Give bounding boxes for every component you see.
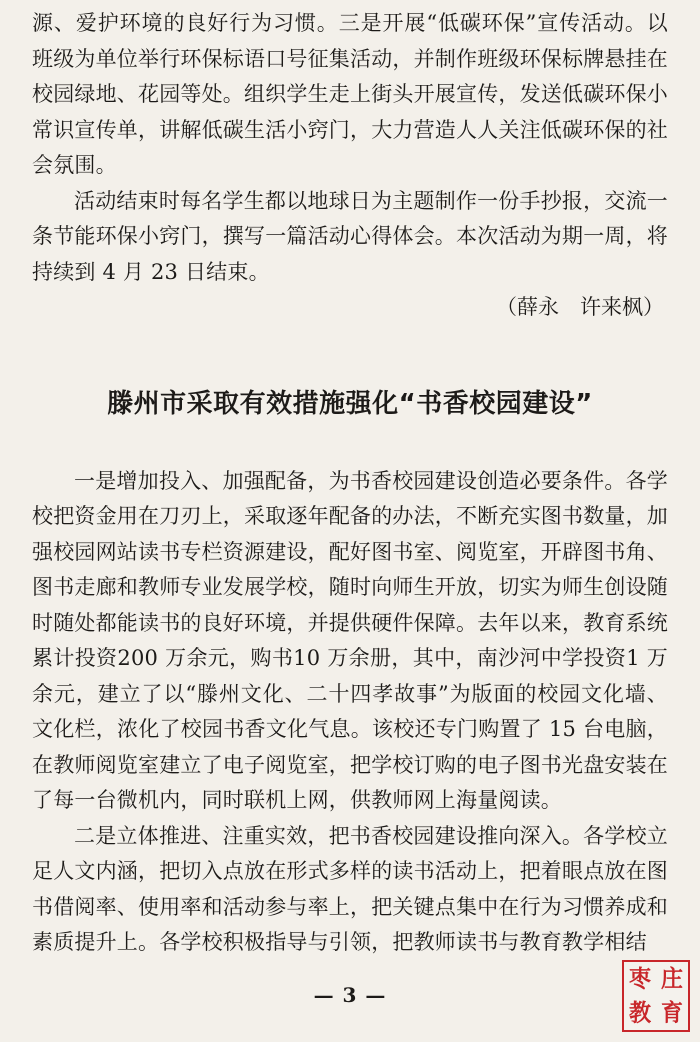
article-paragraph-2: 二是立体推进、注重实效，把书香校园建设推向深入。各学校立足人文内涵，把切入点放在形式多样的读书活动上，把着眼点放在图书借阅率、使用率和活动参与率上，把关键点集中在行为习惯养成和素质提升上。各学校积极指导与引领，把教师读书与教育教学相结 [32,823,668,954]
previous-article-paragraph-end: 源、爱护环境的良好行为习惯。三是开展“低碳环保”宣传活动。以班级为单位举行环保标语口号征集活动，并制作班级环保标牌悬挂在校园绿地、花园等处。组织学生走上街头开展宣传，发送低碳环保小常识宣传单，讲解低碳生活小窍门，大力营造人人关注低碳环保的社会氛围。 [32,11,668,177]
seal-char: 教 [628,999,651,1027]
article-paragraph-1: 一是增加投入、加强配备，为书香校园建设创造必要条件。各学校把资金用在刀刃上，采取逐年配备的办法，不断充实图书数量，加强校园网站读书专栏资源建设，配好图书室、阅览室，开辟图书角、图书走廊和教师专业发展学校，随时向师生开放，切实为师生创设随时随处都能读书的良好环境，并提供硬件保障。去年以来，教育系统累计投资200 万余元，购书10 万余册，其中，南沙河中学投资1 万余元，建立了以“滕州文化、二十四孝故事”为版面的校园文化墙、文化栏，浓化了校园书香文化气息。该校还专门购置了 15 台电脑，在教师阅览室建立了电子阅览室，把学校订购的电子图书光盘安装在了每一台微机内，同时联机上网，供教师网上海量阅读。 [32,468,668,812]
previous-article-authors: （薛永 许来枫） [496,295,664,319]
previous-article-closing-paragraph: 活动结束时每名学生都以地球日为主题制作一份手抄报，交流一条节能环保小窍门，撰写一篇活动心得体会。本次活动为期一周，将持续到 4 月 23 日结束。 [32,188,668,284]
article-title: 滕州市采取有效措施强化“书香校园建设” [107,388,593,419]
seal-char: 育 [660,999,683,1027]
seal-stamp [622,960,690,1032]
page-number: — 3 — [313,983,387,1007]
seal-char: 枣 [628,965,651,993]
seal-char: 庄 [660,965,683,993]
